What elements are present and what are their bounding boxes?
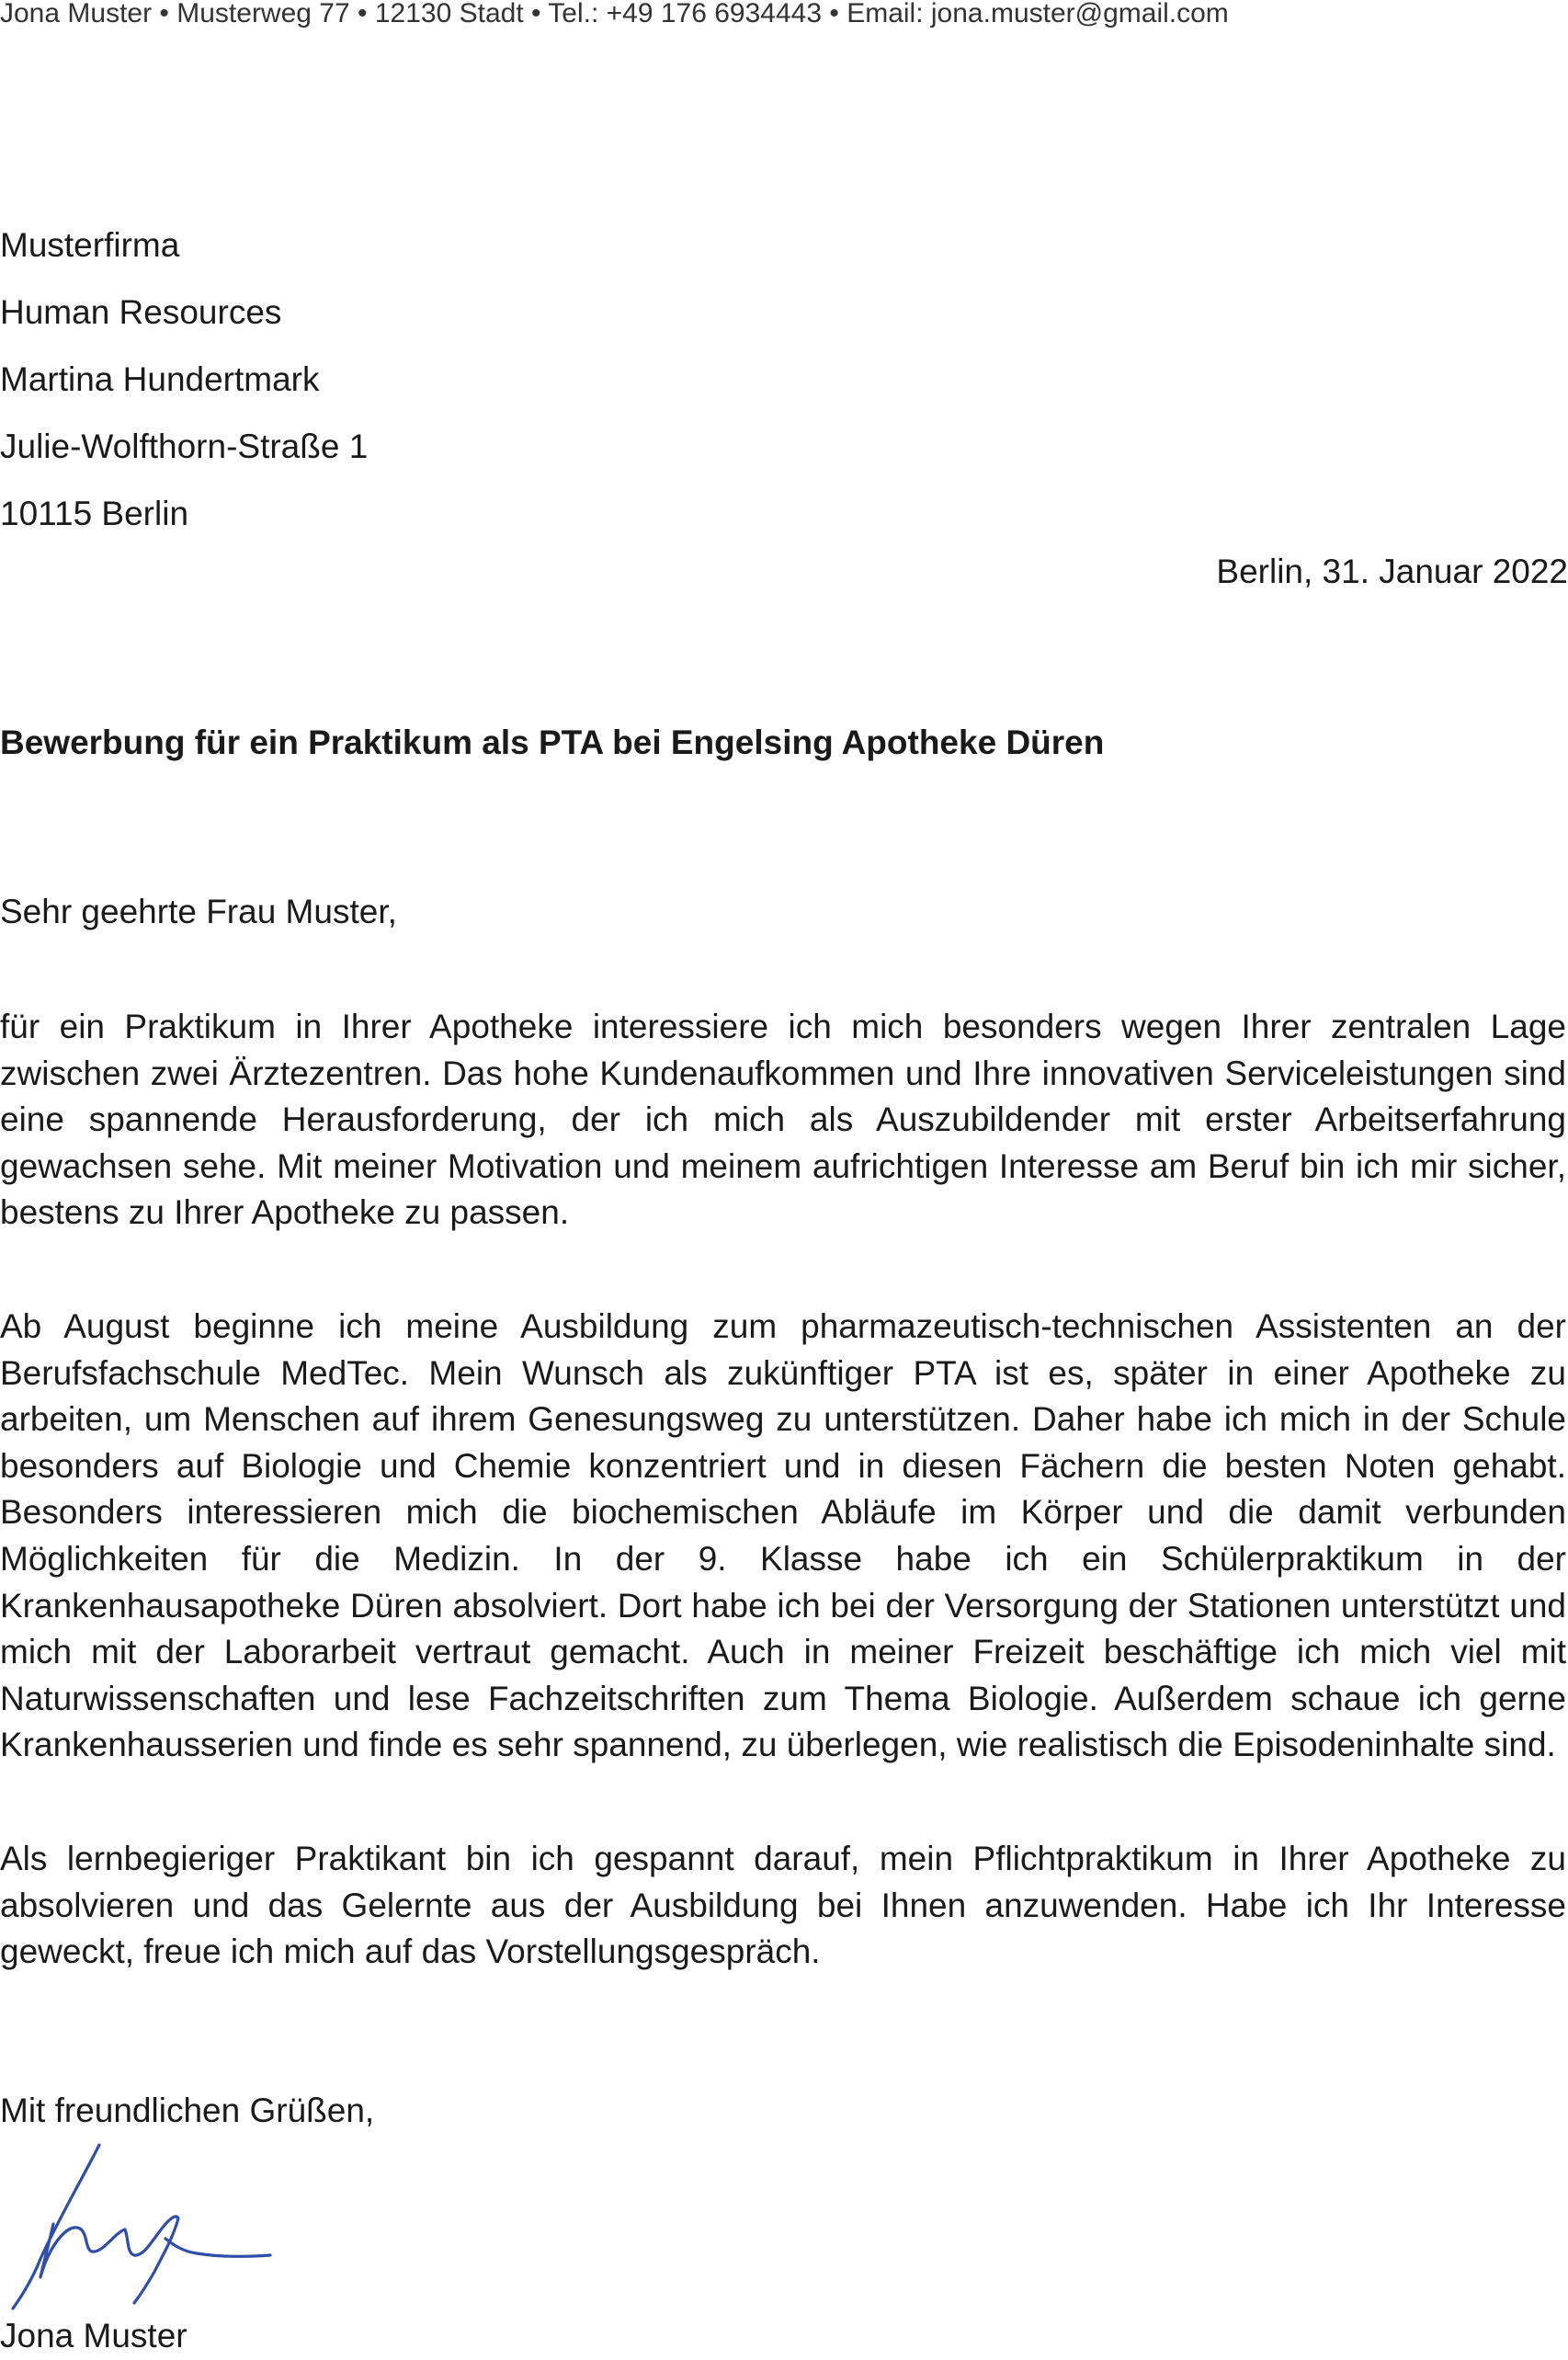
letter-date: Berlin, 31. Januar 2022 [1216,553,1568,590]
letter-body [0,1004,1566,2043]
handwritten-signature [0,2138,285,2312]
recipient-contact: Martina Hundertmark [0,360,320,398]
letter-salutation: Sehr geehrte Frau Muster, [0,893,397,930]
signature-stroke [13,2145,270,2309]
letter-subject: Bewerbung für ein Praktikum als PTA bei Engelsing Apotheke Düren [0,724,1105,761]
sender-header-line: Jona Muster • Musterweg 77 • 12130 Stadt • Tel.: +49 176 6934443 • Email: jona.muster@gmail.com [0,0,1229,29]
recipient-address-block [0,211,368,547]
letter-closing: Mit freundlichen Grüßen, [0,2092,375,2129]
recipient-department: Human Resources [0,293,282,331]
body-paragraph: für ein Praktikum in Ihrer Apotheke interessiere ich mich besonders wegen Ihrer zentralen Lage zwischen zwei Ärztezentren. Das hohe Kundenaufkommen und Ihre innovativen Serviceleistungen sind eine spannende Herausforderung, der ich mich als Auszubildender mit erster Arbeitserfahrung gewachsen sehe. Mit meiner Motivation und meinem aufrichtigen Interesse am Beruf bin ich mir sicher, bestens zu Ihrer Apotheke zu passen. [0,1008,1566,1232]
recipient-street: Julie-Wolfthorn-Straße 1 [0,428,369,465]
body-paragraph: Ab August beginne ich meine Ausbildung zum pharmazeutisch-technischen Assistenten an der Berufsfachschule MedTec. Mein Wunsch als zukünftiger PTA ist es, später in einer Apotheke zu arbeiten, um Menschen auf ihrem Genesungsweg zu unterstützen. Daher habe ich mich in der Schule besonders auf Biologie und Chemie konzentriert und in diesen Fächern die besten Noten gehabt. Besonders interessieren mich die biochemischen Abläufe im Körper und die damit verbunden Möglichkeiten für die Medizin. In der 9. Klasse habe ich ein Schülerpraktikum in der Krankenhausapotheke Düren absolviert. Dort habe ich bei der Versorgung der Stationen unterstützt und mich mit der Laborarbeit vertraut gemacht. Auch in meiner Freizeit beschäftige ich mich viel mit Naturwissenschaften und lese Fachzeitschriften zum Thema Biologie. Außerdem schaue ich gerne Krankenhausserien und finde es sehr spannend, zu überlegen, wie realistisch die Episodeninhalte sind. [0,1306,1566,1764]
body-paragraph: Als lernbegieriger Praktikant bin ich gespannt darauf, mein Pflichtpraktikum in Ihrer Apotheke zu absolvieren und das Gelernte aus der Ausbildung bei Ihnen anzuwenden. Habe ich Ihr Interesse geweckt, freue ich mich auf das Vorstellungsgespräch. [0,1839,1566,1971]
recipient-company: Musterfirma [0,226,180,264]
signer-name: Jona Muster [0,2317,187,2354]
recipient-city: 10115 Berlin [0,495,189,532]
